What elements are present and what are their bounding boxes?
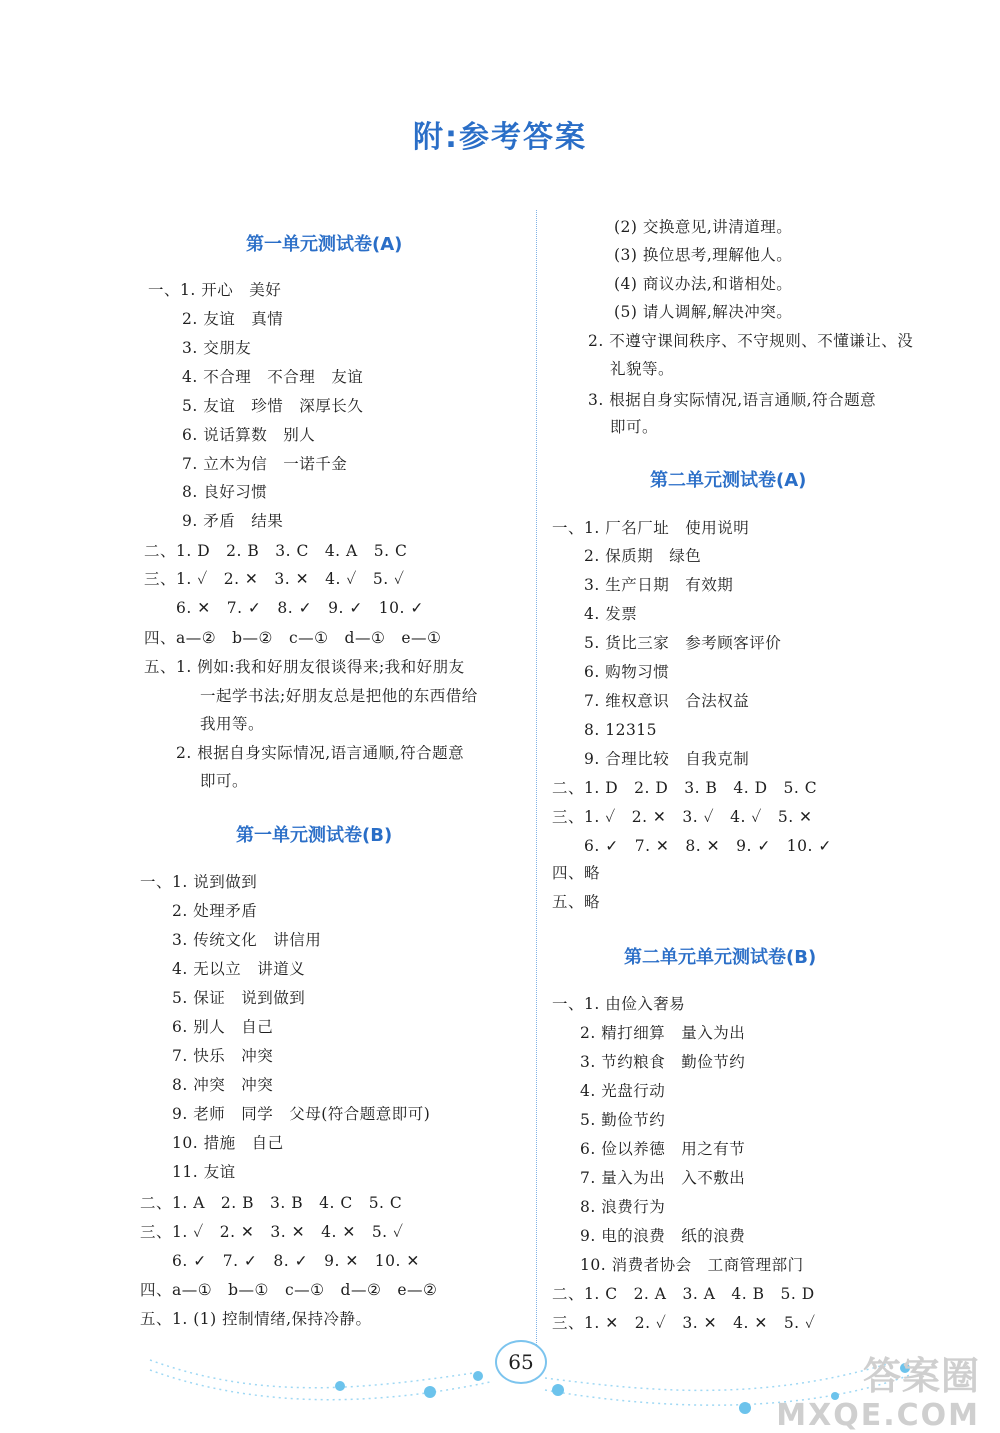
answer-line: 5. 友谊 珍惜 深厚长久 bbox=[182, 397, 364, 415]
answer-line: 一起学书法;好朋友总是把他的东西借给 bbox=[200, 687, 478, 705]
answer-line: 8. 良好习惯 bbox=[182, 483, 268, 501]
answer-line: 三、1. ✓ 2. ✕ 3. ✕ 4. ✕ 5. ✓ bbox=[140, 1223, 404, 1241]
answer-line: 二、1. D 2. B 3. C 4. A 5. C bbox=[144, 542, 408, 560]
answer-line: 5. 保证 说到做到 bbox=[172, 989, 306, 1007]
watermark-url: MXQE.COM bbox=[776, 1398, 980, 1433]
page-number: 65 bbox=[495, 1340, 547, 1384]
answer-line: 6. 说话算数 别人 bbox=[182, 426, 316, 444]
section-title-unit2-b: 第二单元单元测试卷(B) bbox=[624, 947, 817, 968]
answer-line: 9. 电的浪费 纸的浪费 bbox=[580, 1227, 746, 1245]
answer-line: 5. 货比三家 参考顾客评价 bbox=[584, 634, 782, 652]
answer-line: 三、1. ✓ 2. ✕ 3. ✕ 4. ✓ 5. ✓ bbox=[144, 570, 405, 588]
answer-line: 4. 光盘行动 bbox=[580, 1082, 666, 1100]
answer-line: 四、a—① b—① c—① d—② e—② bbox=[140, 1281, 438, 1299]
answer-line: 6. ✓ 7. ✓ 8. ✓ 9. ✕ 10. ✕ bbox=[172, 1252, 420, 1270]
answer-line: 4. 不合理 不合理 友谊 bbox=[182, 368, 364, 386]
answer-line: 9. 老师 同学 父母(符合题意即可) bbox=[172, 1105, 431, 1123]
answer-line: 三、1. ✕ 2. ✓ 3. ✕ 4. ✕ 5. ✓ bbox=[552, 1314, 816, 1332]
answer-line: 7. 量入为出 入不敷出 bbox=[580, 1169, 746, 1187]
answer-line: 礼貌等。 bbox=[610, 360, 675, 378]
answer-line: 7. 立木为信 一诺千金 bbox=[182, 455, 348, 473]
answer-line: 10. 消费者协会 工商管理部门 bbox=[580, 1256, 804, 1274]
answer-line: 8. 12315 bbox=[584, 721, 658, 739]
answer-line: 2. 友谊 真情 bbox=[182, 310, 284, 328]
answer-line: 6. 购物习惯 bbox=[584, 663, 670, 681]
answer-line: 6. ✕ 7. ✓ 8. ✓ 9. ✓ 10. ✓ bbox=[176, 599, 424, 617]
answer-line: 2. 处理矛盾 bbox=[172, 902, 258, 920]
site-watermark bbox=[776, 1345, 980, 1432]
answer-line: 五、1. (1) 控制情绪,保持冷静。 bbox=[140, 1310, 372, 1328]
answer-line: (5) 请人调解,解决冲突。 bbox=[614, 303, 793, 321]
answer-line: 我用等。 bbox=[200, 715, 265, 733]
decor-dot bbox=[424, 1386, 436, 1398]
section-title-unit2-a: 第二单元测试卷(A) bbox=[650, 470, 807, 491]
answer-line: 7. 快乐 冲突 bbox=[172, 1047, 274, 1065]
answer-line: 二、1. D 2. D 3. B 4. D 5. C bbox=[552, 779, 818, 797]
answer-line: 8. 冲突 冲突 bbox=[172, 1076, 274, 1094]
answer-line: 7. 维权意识 合法权益 bbox=[584, 692, 750, 710]
answer-line: 四、略 bbox=[552, 864, 601, 882]
answer-line: 一、1. 开心 美好 bbox=[148, 281, 282, 299]
answer-line: 五、略 bbox=[552, 893, 601, 911]
answer-line: 2. 精打细算 量入为出 bbox=[580, 1024, 746, 1042]
answer-line: 4. 发票 bbox=[584, 605, 638, 623]
answer-line: (4) 商议办法,和谐相处。 bbox=[614, 275, 793, 293]
answer-line: 二、1. C 2. A 3. A 4. B 5. D bbox=[552, 1285, 815, 1303]
answer-line: 10. 措施 自己 bbox=[172, 1134, 284, 1152]
answer-line: 2. 根据自身实际情况,语言通顺,符合题意 bbox=[176, 744, 465, 762]
watermark-text: 答案圈 bbox=[862, 1354, 980, 1398]
decor-dot bbox=[739, 1402, 751, 1414]
decor-dot bbox=[335, 1381, 345, 1391]
answer-line: 四、a—② b—② c—① d—① e—① bbox=[144, 629, 442, 647]
decor-dot bbox=[552, 1384, 564, 1396]
answer-line: 三、1. ✓ 2. ✕ 3. ✓ 4. ✓ 5. ✕ bbox=[552, 808, 813, 826]
answer-line: 即可。 bbox=[610, 418, 659, 436]
answer-line: 3. 交朋友 bbox=[182, 339, 252, 357]
answer-line: 一、1. 说到做到 bbox=[140, 873, 258, 891]
answer-line: 3. 传统文化 讲信用 bbox=[172, 931, 322, 949]
answer-line: 3. 节约粮食 勤俭节约 bbox=[580, 1053, 746, 1071]
answer-line: 2. 保质期 绿色 bbox=[584, 547, 702, 565]
answer-line: 6. ✓ 7. ✕ 8. ✕ 9. ✓ 10. ✓ bbox=[584, 837, 832, 855]
section-title-unit1-a: 第一单元测试卷(A) bbox=[246, 234, 403, 255]
answer-line: 2. 不遵守课间秩序、不守规则、不懂谦让、没 bbox=[588, 332, 914, 350]
answer-line: 8. 浪费行为 bbox=[580, 1198, 666, 1216]
answer-line: 五、1. 例如:我和好朋友很谈得来;我和好朋友 bbox=[144, 658, 465, 676]
answer-line: 6. 别人 自己 bbox=[172, 1018, 274, 1036]
answer-line: 即可。 bbox=[200, 772, 249, 790]
answer-line: 11. 友谊 bbox=[172, 1163, 236, 1181]
answer-line: (2) 交换意见,讲清道理。 bbox=[614, 218, 793, 236]
section-title-unit1-b: 第一单元测试卷(B) bbox=[236, 825, 393, 846]
answer-line: 3. 根据自身实际情况,语言通顺,符合题意 bbox=[588, 391, 877, 409]
column-divider bbox=[536, 210, 537, 1365]
page-title: 附:参考答案 bbox=[413, 120, 587, 155]
answer-line: 5. 勤俭节约 bbox=[580, 1111, 666, 1129]
answer-line: 二、1. A 2. B 3. B 4. C 5. C bbox=[140, 1194, 403, 1212]
answer-line: 9. 矛盾 结果 bbox=[182, 512, 284, 530]
answer-line: 一、1. 厂名厂址 使用说明 bbox=[552, 519, 750, 537]
answer-line: 4. 无以立 讲道义 bbox=[172, 960, 306, 978]
answer-line: 一、1. 由俭入奢易 bbox=[552, 995, 686, 1013]
answer-line: 6. 俭以养德 用之有节 bbox=[580, 1140, 746, 1158]
answer-line: (3) 换位思考,理解他人。 bbox=[614, 246, 793, 264]
answer-line: 3. 生产日期 有效期 bbox=[584, 576, 734, 594]
answer-line: 9. 合理比较 自我克制 bbox=[584, 750, 750, 768]
decor-dot bbox=[473, 1371, 483, 1381]
